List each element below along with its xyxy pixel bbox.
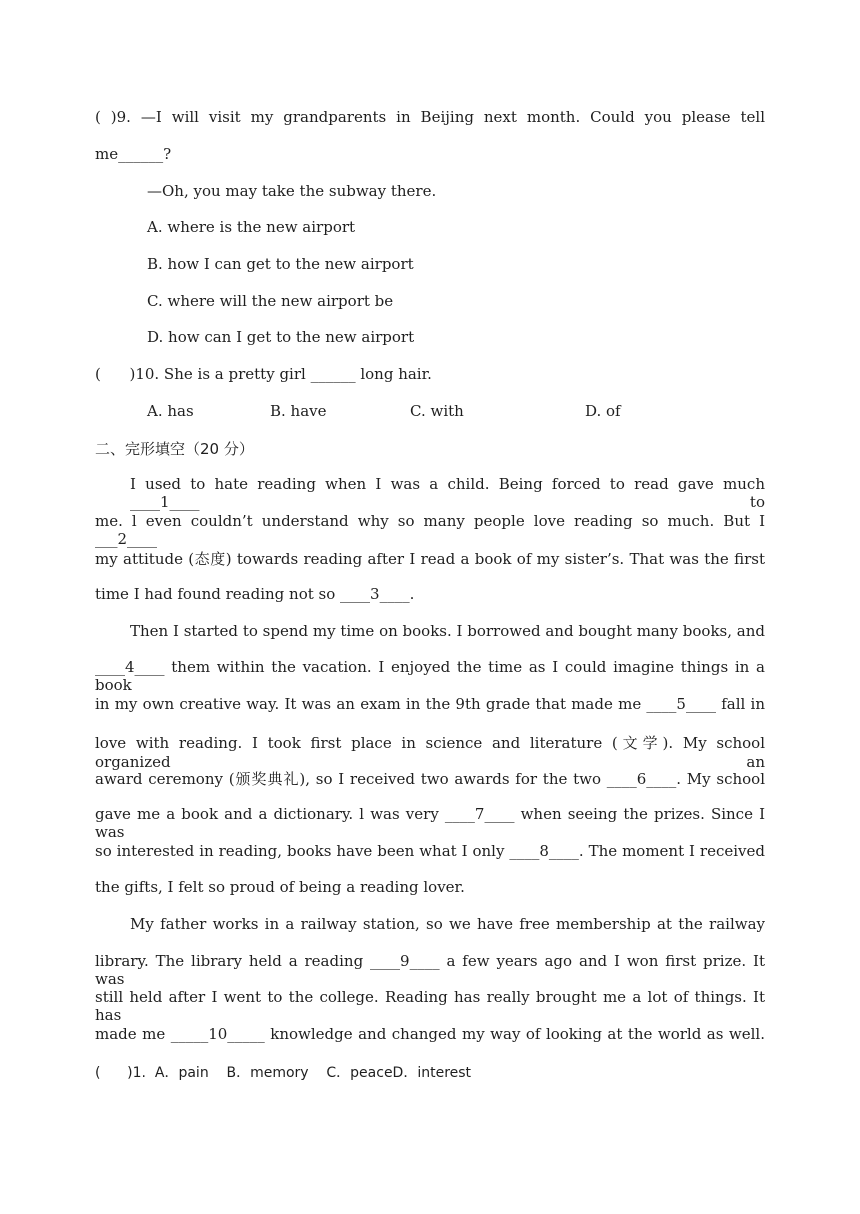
q10-option-b: B. have bbox=[270, 402, 327, 420]
q10-option-c: C. with bbox=[410, 402, 464, 420]
passage-line: in my own creative way. It was an exam in the 9th grade that made me ____5____ fall in bbox=[95, 695, 765, 713]
q9-option-b: B. how I can get to the new airport bbox=[147, 255, 414, 273]
passage-line: Then I started to spend my time on books. I borrowed and bought many books, and bbox=[130, 622, 765, 640]
passage-line: My father works in a railway station, so we have free membership at the railway bbox=[130, 915, 765, 933]
q10-stem: ( )10. She is a pretty girl ______ long hair. bbox=[95, 365, 432, 383]
passage-line: me. l even couldn’t understand why so many people love reading so much. But I ___2____ bbox=[95, 512, 765, 548]
q9-stem-line1: ( )9. —I will visit my grandparents in Beijing next month. Could you please tell bbox=[95, 108, 765, 126]
passage-line: award ceremony (颁奖典礼), so I received two awards for the two ____6____. My school bbox=[95, 770, 765, 788]
passage-line: so interested in reading, books have been what I only ____8____. The moment I received bbox=[95, 842, 765, 860]
q10-option-a: A. has bbox=[147, 402, 194, 420]
q9-stem-line2: me______? bbox=[95, 145, 172, 163]
passage-line: made me _____10_____ knowledge and changed my way of looking at the world as well. bbox=[95, 1025, 765, 1043]
section-heading: 二、完形填空（20 分） bbox=[95, 440, 254, 458]
passage-line: the gifts, I felt so proud of being a reading lover. bbox=[95, 878, 465, 896]
q9-option-d: D. how can I get to the new airport bbox=[147, 328, 415, 346]
passage-line: ____4____ them within the vacation. I enjoyed the time as I could imagine things in a book bbox=[95, 658, 765, 694]
passage-line: still held after I went to the college. Reading has really brought me a lot of things. It has bbox=[95, 988, 765, 1024]
passage-line: time I had found reading not so ____3____. bbox=[95, 585, 415, 603]
passage-line: love with reading. I took first place in science and literature (文学). My school organized an bbox=[95, 734, 765, 771]
blank1-question: ( )1. A．pain B．memory C．peaceD．interest bbox=[95, 1065, 472, 1081]
q9-option-a: A. where is the new airport bbox=[147, 218, 356, 236]
passage-line: library. The library held a reading ____9____ a few years ago and I won first prize. It was bbox=[95, 952, 765, 988]
passage-line: I used to hate reading when I was a child. Being forced to read gave much ____1____ to bbox=[130, 475, 765, 511]
passage-line: gave me a book and a dictionary. l was very ____7____ when seeing the prizes. Since I was bbox=[95, 805, 765, 841]
passage-line: my attitude (态度) towards reading after I read a book of my sister’s. That was the first bbox=[95, 550, 765, 568]
q9-option-c: C. where will the new airport be bbox=[147, 292, 394, 310]
q9-answer: —Oh, you may take the subway there. bbox=[147, 182, 437, 200]
q10-option-d: D. of bbox=[585, 402, 621, 420]
